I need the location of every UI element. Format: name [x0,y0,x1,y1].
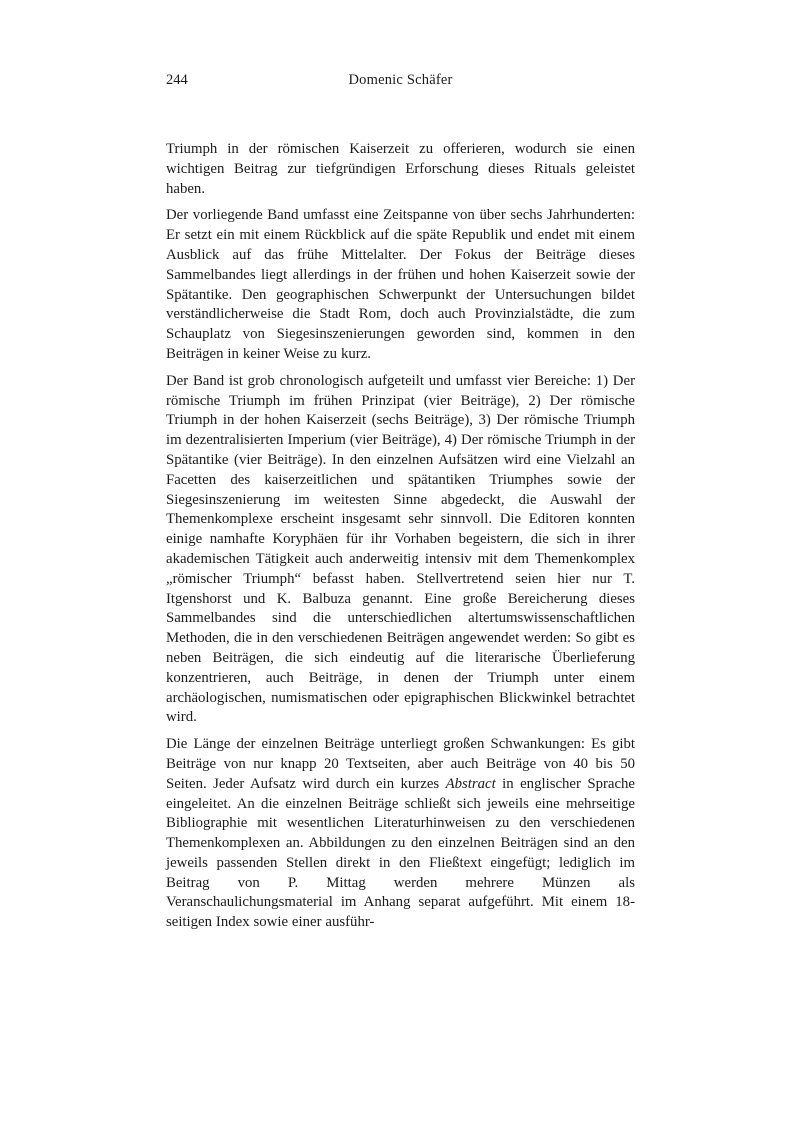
body-text [166,140,635,940]
paragraph-text: Der vorliegende Band umfasst eine Zeitspanne von über sechs Jahrhunderten: Er setzt ein mit einem Rückblick auf die späte Republik und endet mit einem Ausblick auf das frühe Mittelalter. Der Fokus der Beiträge dieses Sammelbandes liegt allerdings in der frühen und hohen Kaiserzeit sowie der Spätantike. Den geographischen Schwerpunkt der Untersuchungen bildet verständlicherweise die Stadt Rom, doch auch Provinzialstädte, die zum Schauplatz von Siegesinszenierungen geworden sind, kommen in den Beiträgen in keiner Weise zu kurz. [166,207,635,362]
paragraph-text: Der Band ist grob chronologisch aufgeteilt und umfasst vier Bereiche: 1) Der römische Triumph im frühen Prinzipat (vier Beiträge), 2) Der römische Triumph in der hohen Kaiserzeit (sechs Beiträge), 3) Der römische Triumph im dezentralisierten Imperium (vier Beiträge), 4) Der römische Triumph in der Spätantike (vier Beiträge). In den einzelnen Aufsätzen wird eine Vielzahl an Facetten des kaiserzeitlichen und spätantiken Triumphes sowie der Siegesinszenierung im weitesten Sinne abgedeckt, die Auswahl der Themenkomplexe erscheint insgesamt sehr sinnvoll. Die Editoren konnten einige namhafte Koryphäen für ihr Vorhaben begeistern, die sich in ihrer akademischen Tätigkeit auch anderweitig intensiv mit dem Themenkomplex „römischer Triumph“ befasst haben. Stellvertretend seien hier nur T. Itgenshorst und K. Balbuza genannt. Eine große Bereicherung dieses Sammelbandes sind die unterschiedlichen altertumswissenschaftlichen Methoden, die in den verschiedenen Beiträgen angewendet werden: So gibt es neben Beiträgen, die sich eindeutig auf die literarische Überlieferung konzentrieren, auch Beiträge, in denen der Triumph unter einem archäologischen, numismatischen oder epigraphischen Blickwinkel betrachtet wird. [166,372,635,726]
paragraph-text: Die Länge der einzelnen Beiträge unterliegt großen Schwankungen: Es gibt Beiträge von nur knapp 20 Textseiten, aber auch Beiträge von 40 bis 50 Seiten. Jeder Aufsatz wird durch ein kurzes [166,736,635,792]
paragraph [166,206,635,364]
paragraph-text: Triumph in der römischen Kaiserzeit zu offerieren, wodurch sie einen wichtigen Beitrag zur tiefgründigen Erforschung dieses Rituals geleistet haben. [166,141,635,197]
paragraph [166,372,635,728]
page-number: 244 [166,72,188,88]
paragraph-text: in englischer Sprache eingeleitet. An die einzelnen Beiträge schließt sich jeweils eine mehrseitige Bibliographie mit wesentlichen Literaturhinweisen zu den verschiedenen Themenkomplexen an. Abbildungen zu den einzelnen Beiträgen sind an den jeweils passenden Stellen direkt in den Fließtext eingefügt; lediglich im Beitrag von P. Mittag werden mehrere Münzen als Veranschaulichungsmaterial im Anhang separat aufgeführt. Mit einem 18-seitigen Index sowie einer ausführ- [166,775,635,931]
italic-term-abstract: Abstract [445,775,496,792]
page-header [166,70,635,90]
running-header-author: Domenic Schäfer [348,72,453,88]
paragraph [166,735,635,933]
paragraph [166,140,635,199]
